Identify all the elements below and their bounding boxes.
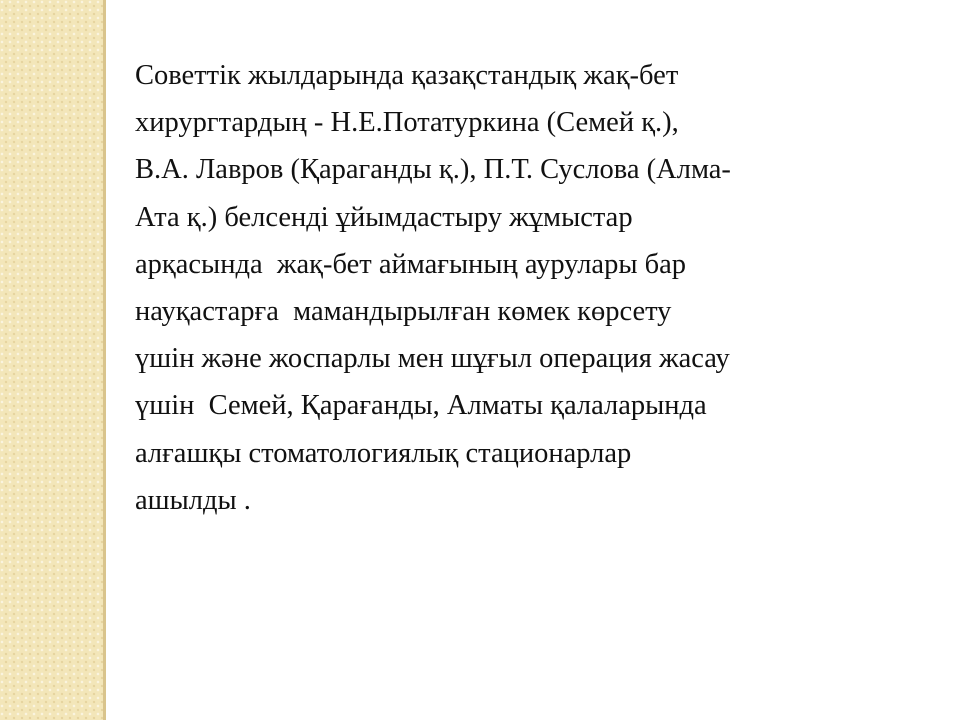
text-line: Советтік жылдарында қазақстандық жақ-бет: [135, 60, 679, 91]
decorative-side-band: [0, 0, 103, 720]
side-band-edge: [103, 0, 106, 720]
text-line: В.А. Лавров (Қараганды қ.), П.Т. Суслова (Алма-: [135, 154, 731, 186]
text-line: арқасында жақ-бет аймағының аурулары бар: [135, 248, 687, 280]
text-line: хирургтардың - Н.Е.Потатуркина (Семей қ.),: [135, 107, 679, 139]
slide-body-text: [135, 52, 905, 524]
text-line: науқастарға мамандырылған көмек көрсету: [135, 296, 672, 328]
text-line: үшін және жоспарлы мен шұғыл операция жасау: [135, 343, 730, 375]
text-line: ашылды .: [135, 484, 251, 516]
text-line: үшін Семей, Қарағанды, Алматы қалаларында: [135, 390, 707, 422]
text-line: алғашқы стоматологиялық стационарлар: [135, 437, 632, 469]
text-line: Ата қ.) белсенді ұйымдастыру жұмыстар: [135, 201, 633, 233]
